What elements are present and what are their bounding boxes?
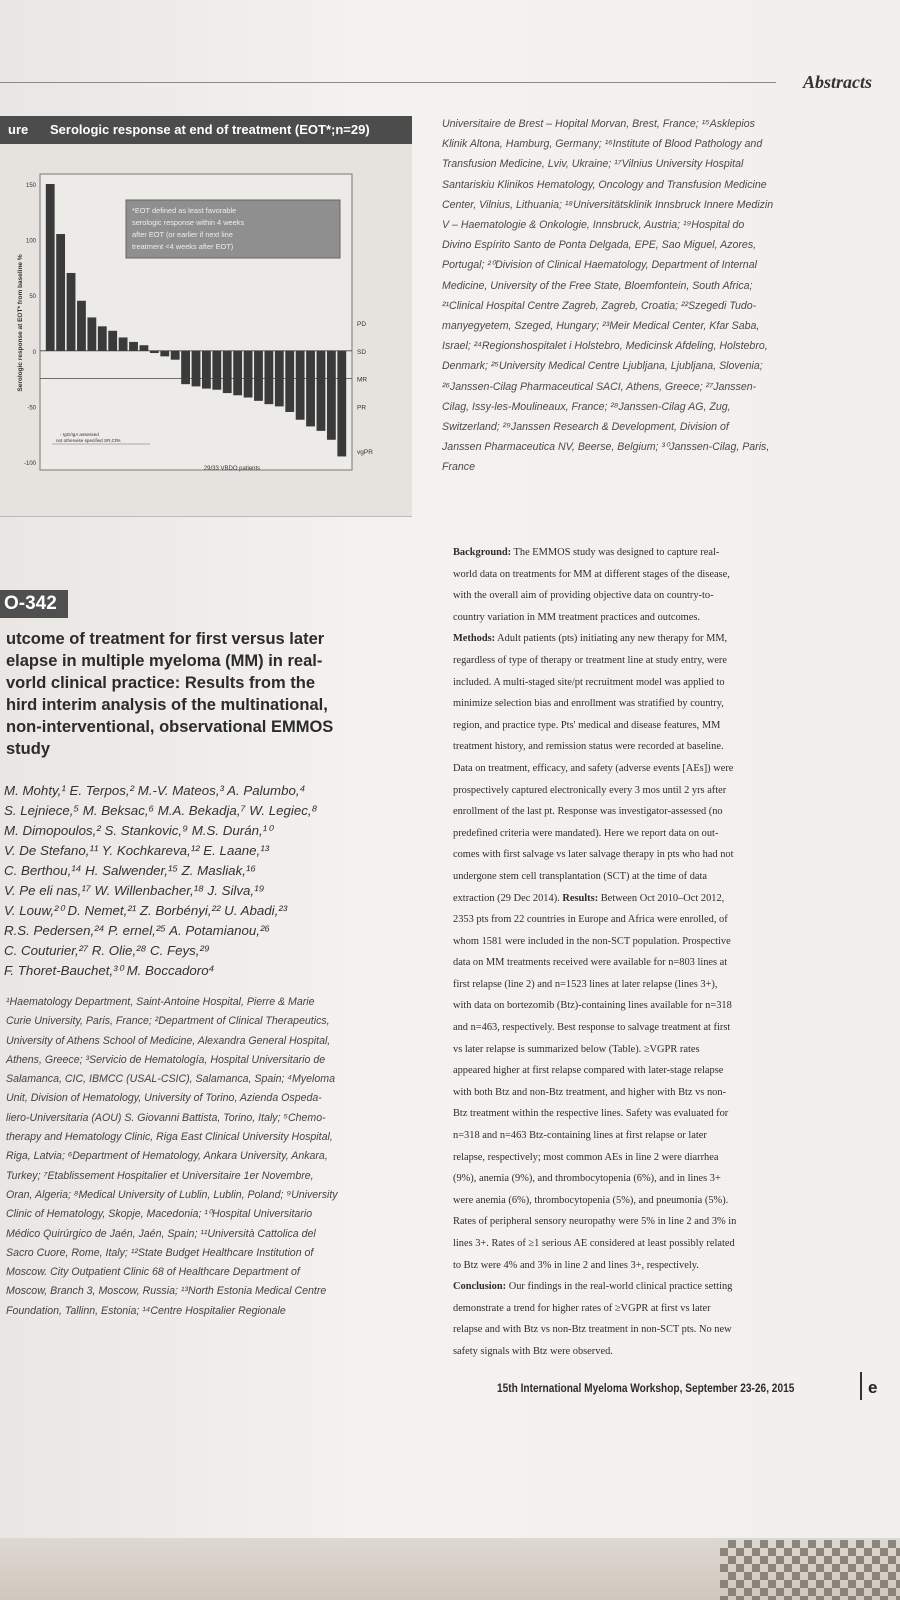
body-text: Data on treatment, efficacy, and safety (adverse events [AEs]) were <box>453 762 734 774</box>
tablecloth-pattern <box>720 1540 900 1600</box>
body-text: first relapse (line 2) and n=1523 lines at later relapse (lines 3+), <box>453 978 718 990</box>
title-line: hird interim analysis of the multinational, <box>6 696 328 714</box>
bar <box>212 351 221 390</box>
note-text: after EOT (or earlier if next line <box>132 230 233 239</box>
body-text: whom 1581 were included in the non-SCT population. Prospective <box>453 935 731 947</box>
body-line <box>453 888 873 910</box>
bar <box>233 351 242 395</box>
bar <box>77 301 86 351</box>
section-label: Results: <box>562 892 599 904</box>
author-line: M. Dimopoulos,² S. Stankovic,⁹ M.S. Durán,¹⁰ <box>4 823 273 838</box>
affiliation-line: Cilag, Issy-les-Moulineaux, France; ²⁸Janssen-Cilag AG, Zug, <box>442 400 731 413</box>
body-line <box>453 1082 873 1104</box>
body-text: appeared higher at first relapse compared with later-stage relapse <box>453 1065 724 1077</box>
body-line <box>453 844 873 866</box>
affiliation-line: Divino Espírito Santo de Ponta Delgada, EPE, Sao Miguel, Azores, <box>442 239 757 252</box>
body-text: treatment history, and remission status were recorded at baseline. <box>453 741 724 753</box>
abstract-body <box>453 542 873 1363</box>
response-category-label: PR <box>357 404 367 412</box>
body-line <box>453 736 873 758</box>
bar <box>306 351 315 427</box>
bar <box>108 331 117 351</box>
affiliation-line: Janssen Pharmaceutica NV, Beerse, Belgium; ³⁰Janssen-Cilag, Paris, <box>442 441 770 454</box>
body-line <box>453 1017 873 1039</box>
body-line <box>453 780 873 802</box>
bar <box>46 184 55 351</box>
body-text: data on MM treatments received were available for n=803 lines at <box>453 957 728 969</box>
bar <box>223 351 232 393</box>
waterfall-chart <box>0 144 412 516</box>
body-text: demonstrate a trend for higher rates of ≥VGPR at first vs later <box>453 1302 711 1314</box>
affiliation-line: Médico Quirúrgico de Jaén, Jaén, Spain; ¹¹Università Cattolica del <box>6 1227 316 1240</box>
body-line <box>453 1233 873 1255</box>
y-tick-label: 50 <box>29 294 36 301</box>
section-header: Abstracts <box>802 72 872 92</box>
response-category-label: MR <box>357 376 368 384</box>
body-text: included. A multi-staged site/pt recruitment model was applied to <box>453 676 725 688</box>
body-line <box>453 628 873 650</box>
note-text: treatment <4 weeks after EOT) <box>132 242 234 251</box>
response-category-label: vgPR <box>357 448 373 456</box>
affiliation-line: Sacro Cuore, Rome, Italy; ¹²State Budget Healthcare Institution of <box>6 1246 314 1259</box>
affiliation-line: France <box>442 461 475 474</box>
title-line: vorld clinical practice: Results from the <box>6 674 316 692</box>
body-line <box>453 1255 873 1277</box>
note-text: serologic response within 4 weeks <box>132 218 245 227</box>
body-text: and n=463, respectively. Best response to salvage treatment at first <box>453 1022 731 1034</box>
body-line <box>453 564 873 586</box>
body-text: (9%), anemia (9%), and thrombocytopenia (6%), and in lines 3+ <box>453 1173 721 1185</box>
body-line <box>453 1341 873 1363</box>
body-text: regardless of type of therapy or treatment line at study entry, were <box>453 654 727 666</box>
body-line <box>453 801 873 823</box>
affiliation-line: Clinic of Hematology, Skopje, Macedonia; ¹⁰Hospital Universitario <box>6 1208 313 1221</box>
bar <box>327 351 336 440</box>
footnote-text: not otherwise specified SR,CRs <box>56 438 121 443</box>
bar <box>98 326 107 350</box>
body-line <box>453 952 873 974</box>
affiliation-line: Portugal; ²⁰Division of Clinical Haematology, Department of Internal <box>442 259 757 272</box>
bar <box>129 342 138 351</box>
affiliation-line: liero-Universitaria (AOU) S. Giovanni Battista, Torino, Italy; ⁵Chemo- <box>6 1111 326 1124</box>
section-label: Conclusion: <box>453 1281 507 1293</box>
footnote-text: - IgG/IgA assessed <box>60 432 99 437</box>
body-text: minimize selection bias and enrollment was stratified by country, <box>453 698 724 710</box>
body-text: to Btz were 4% and 3% in line 2 and lines 3+, respectively. <box>453 1259 699 1271</box>
affiliation-line: ¹Haematology Department, Saint-Antoine Hospital, Pierre & Marie <box>6 996 315 1008</box>
body-text: world data on treatments for MM at different stages of the disease, <box>453 568 730 580</box>
body-text: relapse, respectively; most common AEs in line 2 were diarrhea <box>453 1151 719 1163</box>
affiliation-line: Foundation, Tallinn, Estonia; ¹⁴Centre Hospitalier Regionale <box>6 1304 286 1317</box>
body-line <box>453 1211 873 1233</box>
affiliation-line: ²¹Clinical Hospital Centre Zagreb, Zagreb, Croatia; ²²Szegedi Tudo- <box>442 299 757 312</box>
body-text: Adult patients (pts) initiating any new therapy for MM, <box>495 633 728 645</box>
bar <box>119 337 128 350</box>
section-label: Background: <box>453 547 512 558</box>
bar <box>317 351 326 431</box>
body-line <box>453 1276 873 1298</box>
x-axis-label: 29/33 VBDO patients <box>203 466 261 472</box>
body-line <box>453 1319 873 1341</box>
body-text: country variation in MM treatment practices and outcomes. <box>453 611 700 623</box>
response-category-label: PD <box>357 321 367 328</box>
body-line <box>453 974 873 996</box>
affiliations-left <box>6 993 426 1321</box>
bar <box>67 273 76 351</box>
bar <box>244 351 253 398</box>
affiliation-line: V – Haematologie & Onkologie, Innsbruck, Austria; ¹⁹Hospital do <box>442 219 745 232</box>
body-text: with the overall aim of providing objective data on country-to- <box>453 590 714 602</box>
body-text: Our findings in the real-world clinical practice setting <box>506 1281 733 1293</box>
affiliation-line: Center, Vilnius, Lithuania; ¹⁸Universitätsklinik Innsbruck Innere Medizin <box>442 198 774 211</box>
author-line: V. De Stefano,¹¹ Y. Kochkareva,¹² E. Laane,¹³ <box>4 843 270 858</box>
affiliation-line: therapy and Hematology Clinic, Riga East Clinical University Hospital, <box>6 1131 333 1144</box>
body-line <box>453 1125 873 1147</box>
title-line: utcome of treatment for first versus later <box>6 630 325 648</box>
body-text: n=318 and n=463 Btz-containing lines at first relapse or later <box>453 1130 707 1142</box>
author-line: S. Lejniece,⁵ M. Beksac,⁶ M.A. Bekadja,⁷ W. Legiec,⁸ <box>4 803 318 818</box>
y-tick-label: 150 <box>25 183 36 189</box>
body-line <box>453 1168 873 1190</box>
note-text: *EOT defined as least favorable <box>132 206 237 215</box>
body-text: relapse and with Btz vs non-Btz treatment in non-SCT pts. No new <box>453 1324 732 1336</box>
affiliation-line: Oran, Algeria; ⁸Medical University of Lublin, Lublin, Poland; ⁹University <box>6 1188 338 1201</box>
author-line: C. Couturier,²⁷ R. Olie,²⁸ C. Feys,²⁹ <box>4 943 210 958</box>
figure-chart-area <box>0 144 412 517</box>
author-line: M. Mohty,¹ E. Terpos,² M.-V. Mateos,³ A. Palumbo,⁴ <box>4 783 306 798</box>
author-line: V. Louw,²⁰ D. Nemet,²¹ Z. Borbényi,²² U. Abadi,²³ <box>4 903 288 918</box>
body-line <box>453 1039 873 1061</box>
affiliation-line: Denmark; ²⁵University Medical Centre Ljubljana, Ljubljana, Slovenia; <box>442 360 763 373</box>
body-line <box>453 715 873 737</box>
affiliation-line: Unit, Division of Hematology, University of Torino, Azienda Ospeda- <box>6 1092 322 1105</box>
body-text: comes with first salvage vs later salvage therapy in pts who had not <box>453 849 734 861</box>
affiliation-line: Riga, Latvia; ⁶Department of Hematology, Ankara University, Ankara, <box>6 1150 328 1163</box>
body-text: prospectively captured electronically every 3 mos until 2 yrs after <box>453 784 727 796</box>
body-line <box>453 909 873 931</box>
response-category-label: SD <box>357 348 367 356</box>
body-line <box>453 650 873 672</box>
bar <box>275 351 284 407</box>
affiliation-line: Israel; ²⁴Regionshospitalet i Holstebro, Medicinsk Afdeling, Holstebro, <box>442 340 768 353</box>
affiliations-right <box>442 114 872 478</box>
body-line <box>453 607 873 629</box>
body-text: vs later relapse is summarized below (Table). ≥VGPR rates <box>453 1043 700 1055</box>
affiliation-line: Universitaire de Brest – Hopital Morvan, Brest, France; ¹⁵Asklepios <box>442 118 755 130</box>
body-line <box>453 823 873 845</box>
y-axis-label: Serologic response at EOT* from baseline % <box>17 254 24 392</box>
footer-conference: 15th International Myeloma Workshop, September 23-26, 2015 <box>497 1383 795 1395</box>
header-rule <box>0 82 776 83</box>
affiliation-line: Santariskiu Klinikos Hematology, Oncology and Transfusion Medicine <box>442 178 767 191</box>
affiliation-line: University of Athens School of Medicine, Alexandra General Hospital, <box>6 1034 331 1047</box>
author-line: R.S. Pedersen,²⁴ P. ernel,²⁵ A. Potamianou,²⁶ <box>4 923 270 938</box>
affiliation-line: Moscow. City Outpatient Clinic 68 of Healthcare Department of <box>6 1266 300 1279</box>
y-tick-label: -50 <box>27 405 36 412</box>
body-line <box>453 866 873 888</box>
bar <box>337 351 346 457</box>
body-text: enrollment of the last pt. Response was investigator-assessed (no <box>453 806 723 818</box>
body-text: Rates of peripheral sensory neuropathy were 5% in line 2 and 3% in <box>453 1216 737 1228</box>
body-line <box>453 672 873 694</box>
body-text: with data on bortezomib (Btz)-containing lines available for n=318 <box>453 1000 732 1012</box>
bar <box>171 351 180 360</box>
affiliation-line: Medicine, University of the Free State, Bloemfontein, South Africa; <box>442 279 753 292</box>
body-line <box>453 995 873 1017</box>
affiliation-line: Athens, Greece; ³Servicio de Hematología, Hospital Universitario de <box>6 1053 326 1066</box>
body-text: Btz treatment within the respective lines. Safety was evaluated for <box>453 1108 729 1120</box>
title-line: elapse in multiple myeloma (MM) in real- <box>6 652 323 670</box>
body-line <box>453 585 873 607</box>
bar <box>87 317 96 350</box>
y-tick-label: 0 <box>32 349 36 356</box>
affiliation-line: Curie University, Paris, France; ²Department of Clinical Therapeutics, <box>6 1015 330 1028</box>
affiliation-line: Turkey; ⁷Etablissement Hospitalier et Universitaire 1er Novembre, <box>6 1169 314 1182</box>
body-line <box>453 693 873 715</box>
figure-title: Serologic response at end of treatment (EOT*;n=29) <box>50 122 370 137</box>
body-line <box>453 1298 873 1320</box>
title-line: study <box>6 740 51 758</box>
page-mark: e <box>868 1378 878 1397</box>
y-tick-label: 100 <box>25 238 36 245</box>
body-text: safety signals with Btz were observed. <box>453 1345 613 1357</box>
body-text: undergone stem cell transplantation (SCT) at the time of data <box>453 870 708 882</box>
abstract-title <box>6 628 426 760</box>
author-list <box>4 781 424 981</box>
bar <box>150 351 159 353</box>
bar <box>296 351 305 420</box>
affiliation-line: Switzerland; ²⁹Janssen Research & Development, Division of <box>442 421 729 434</box>
body-line <box>453 758 873 780</box>
bar <box>264 351 273 404</box>
affiliation-line: Klinik Altona, Hamburg, Germany; ¹⁶Institute of Blood Pathology and <box>442 138 763 151</box>
body-text: The EMMOS study was designed to capture real- <box>511 547 720 558</box>
affiliation-line: Moscow, Branch 3, Moscow, Russia; ¹³North Estonia Medical Centre <box>6 1285 327 1298</box>
bar <box>160 351 169 357</box>
body-line <box>453 1147 873 1169</box>
bar <box>192 351 201 387</box>
author-line: C. Berthou,¹⁴ H. Salwender,¹⁵ Z. Masliak,¹⁶ <box>4 863 256 878</box>
bar <box>56 234 65 351</box>
affiliation-line: ²⁶Janssen-Cilag Pharmaceutical SACI, Athens, Greece; ²⁷Janssen- <box>442 380 757 393</box>
affiliation-line: Salamanca, CIC, IBMCC (USAL-CSIC), Salamanca, Spain; ⁴Myeloma <box>6 1073 335 1086</box>
body-line <box>453 931 873 953</box>
body-text: with both Btz and non-Btz treatment, and higher with Btz vs non- <box>453 1086 726 1098</box>
bar <box>254 351 263 401</box>
bar <box>181 351 190 384</box>
body-line <box>453 1060 873 1082</box>
body-text: 2353 pts from 22 countries in Europe and Africa were enrolled, of <box>453 914 728 926</box>
abstract-id: O-342 <box>0 590 68 618</box>
title-line: non-interventional, observational EMMOS <box>6 718 334 736</box>
body-line <box>453 542 873 564</box>
body-text: were anemia (6%), thrombocytopenia (5%), and pneumonia (5%). <box>453 1194 729 1206</box>
bar <box>285 351 294 412</box>
footer-divider <box>860 1372 862 1400</box>
body-line <box>453 1190 873 1212</box>
body-text: lines 3+. Rates of ≥1 serious AE considered at least possibly related <box>453 1238 735 1249</box>
body-text: Between Oct 2010–Oct 2012, <box>598 892 725 904</box>
section-label: Methods: <box>453 633 496 645</box>
y-tick-label: -100 <box>23 461 36 467</box>
author-line: V. Pe eli nas,¹⁷ W. Willenbacher,¹⁸ J. Silva,¹⁹ <box>4 883 265 898</box>
bar <box>140 345 149 351</box>
author-line: F. Thoret-Bauchet,³⁰ M. Boccadoro⁴ <box>4 963 215 978</box>
figure-title-band <box>0 116 412 144</box>
body-text: extraction (29 Dec 2014). <box>453 892 563 904</box>
affiliation-line: manyegyetem, Szeged, Hungary; ²³Meir Medical Center, Kfar Saba, <box>442 320 760 333</box>
body-text: region, and practice type. Pts' medical and disease features, MM <box>453 719 721 731</box>
body-line <box>453 1103 873 1125</box>
affiliation-line: Transfusion Medicine, Lviv, Ukraine; ¹⁷Vilnius University Hospital <box>442 158 744 171</box>
figure-tag: ure <box>8 122 29 137</box>
body-text: predefined criteria were mandated). Here we report data on out- <box>453 827 719 839</box>
bar <box>202 351 211 389</box>
